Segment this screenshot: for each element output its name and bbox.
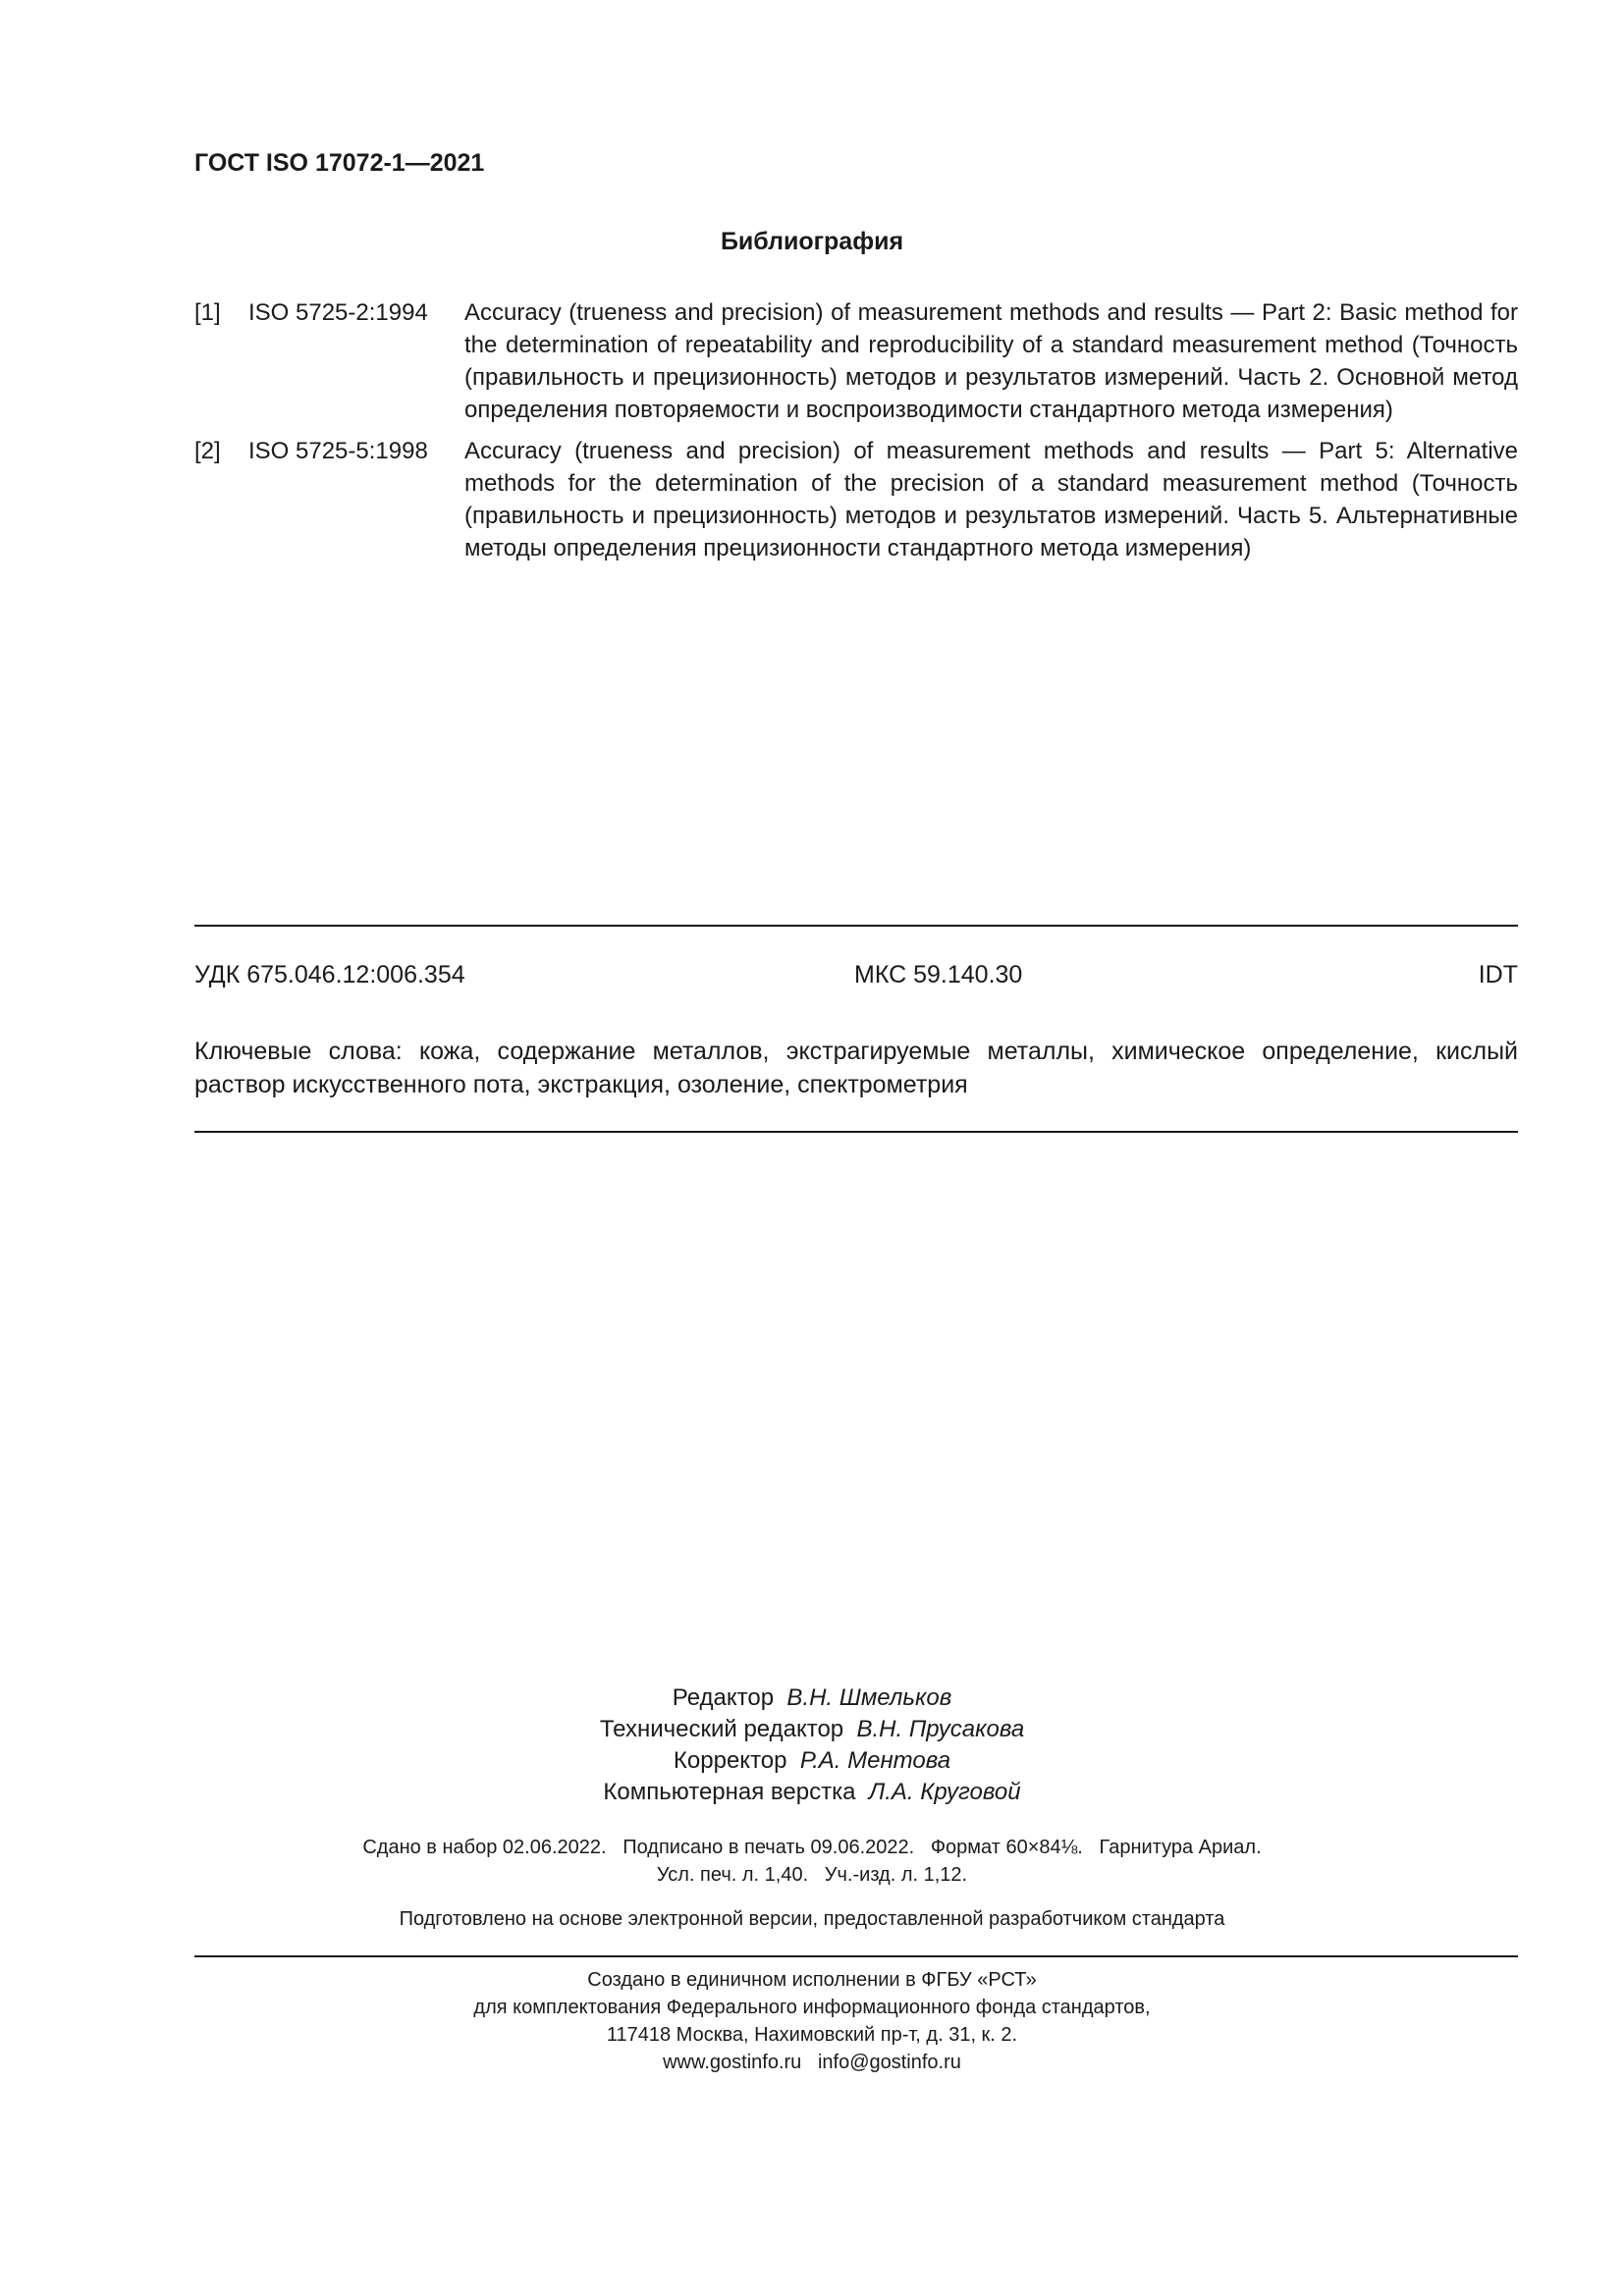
bibliography-item: [194, 296, 1518, 426]
keywords: Ключевые слова: кожа, содержание металлов, экстрагируемые металлы, химическое определение, кислый раствор искусственного пота, экстракция, озоление, спектрометрия: [194, 1038, 1518, 1098]
print-info-line: Усл. печ. л. 1,40. Уч.-изд. л. 1,12.: [656, 1864, 968, 1886]
credit-proofreader: [0, 1745, 1624, 1777]
credit-name: В.Н. Прусакова: [856, 1716, 1025, 1742]
bibliography-item-number: [2]: [194, 438, 221, 464]
keywords-bottom-rule: [194, 1131, 1518, 1133]
footer-contacts: [0, 2049, 1624, 2076]
udk-code: УДК 675.046.12:006.354: [194, 961, 465, 988]
print-info: [0, 1834, 1624, 1889]
credit-role: Компьютерная верстка: [603, 1779, 856, 1805]
credit-role: Редактор: [672, 1684, 775, 1711]
bibliography-item-text: Accuracy (trueness and precision) of measurement methods and results — Part 2: Basic method for the determination of repeatability and reproducibility of a standard measurement method (Точность (правильность и прецизионность) методов и результатов измерений. Часть 2. Основной метод определения повторяемости и воспроизводимости стандартного метода измерения): [464, 299, 1518, 423]
document-code: ГОСТ ISO 17072-1—2021: [194, 149, 485, 177]
credit-name: Л.А. Круговой: [868, 1779, 1021, 1805]
bibliography-item-text: Accuracy (trueness and precision) of measurement methods and results — Part 5: Alternative methods for the determination of the precision of a standard measurement method (Точность (правильность и прецизионность) методов и результатов измерений. Часть 5. Альтернативные методы определения прецизионности стандартного метода измерения): [464, 438, 1518, 561]
publisher-footer: [0, 1966, 1624, 2076]
bibliography-item: [194, 435, 1518, 564]
credit-name: Р.А. Ментова: [799, 1747, 951, 1774]
credit-role: Корректор: [673, 1747, 787, 1774]
footer-line: Создано в единичном исполнении в ФГБУ «РСТ»: [587, 1969, 1037, 1991]
print-info-line: Сдано в набор 02.06.2022. Подписано в печать 09.06.2022. Формат 60×84⅛. Гарнитура Ариал.: [362, 1837, 1262, 1858]
footer-line: для комплектования Федерального информационного фонда стандартов,: [473, 1997, 1151, 2018]
bibliography-item-number: [1]: [194, 299, 221, 326]
credit-layout: [0, 1777, 1624, 1808]
credit-technical-editor: [0, 1714, 1624, 1745]
footer-line: 117418 Москва, Нахимовский пр-т, д. 31, к. 2.: [606, 2024, 1018, 2046]
email-link[interactable]: info@gostinfo.ru: [817, 2052, 961, 2073]
credit-name: В.Н. Шмельков: [786, 1684, 952, 1711]
idt-label: IDT: [1478, 961, 1518, 988]
footer-top-rule: [194, 1955, 1518, 1957]
credit-role: Технический редактор: [599, 1716, 844, 1742]
bibliography-title: Библиография: [720, 228, 904, 255]
editorial-credits: [0, 1682, 1624, 1808]
mks-code: МКС 59.140.30: [854, 961, 1023, 988]
prepared-note: Подготовлено на основе электронной версии, предоставленной разработчиком стандарта: [399, 1908, 1225, 1930]
bibliography-item-standard: ISO 5725-5:1998: [248, 438, 428, 464]
website-link[interactable]: www.gostinfo.ru: [663, 2052, 802, 2073]
bibliography-list: [194, 296, 1518, 573]
classification-top-rule: [194, 925, 1518, 927]
bibliography-item-standard: ISO 5725-2:1994: [248, 299, 428, 326]
credit-editor: [0, 1682, 1624, 1714]
